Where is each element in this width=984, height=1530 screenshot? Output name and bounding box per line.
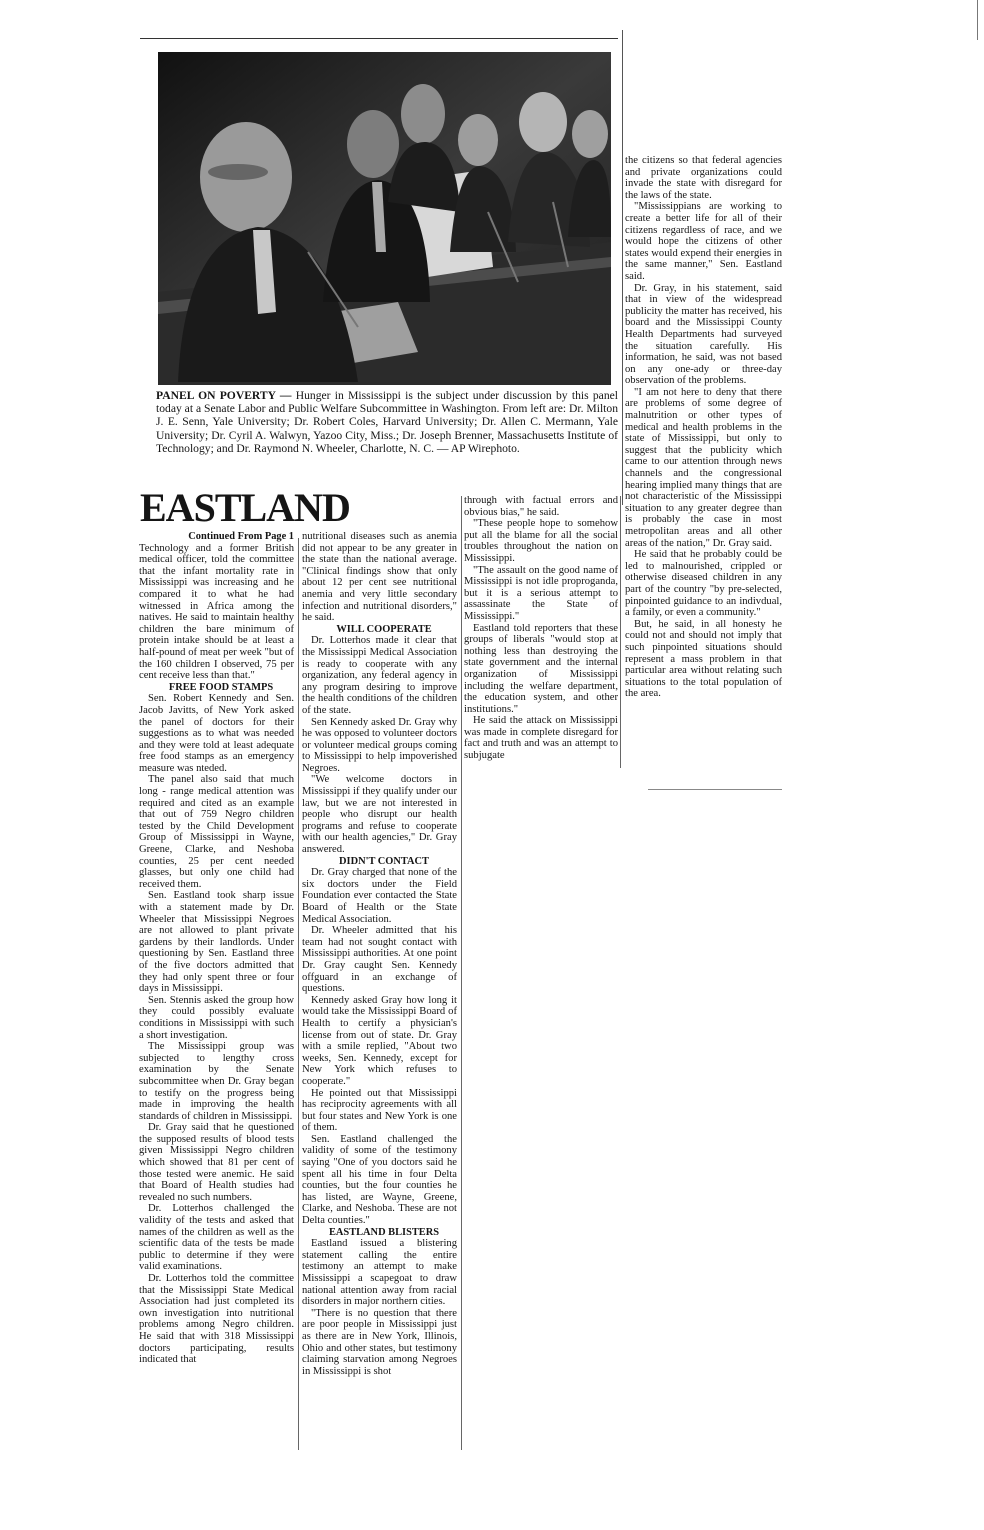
paragraph: Dr. Wheeler admitted that his team had not sought contact with Mississippi authorities. At one point Dr. Gray caught Sen. Kennedy offguard in an exchange of questions.	[302, 925, 457, 995]
paragraph: Sen. Robert Kennedy and Sen. Jacob Javitts, of New York asked the panel of doctors for their suggestions as to what was needed and they were told at least adequate free food stamps as an emergency measure was nteded.	[139, 693, 294, 774]
paragraph: Dr. Gray charged that none of the six doctors under the Field Foundation ever contacted the State Board of Health or the State Medical Association.	[302, 867, 457, 925]
paragraph: "These people hope to somehow put all the blame for all the social troubles throughout the nation on Mississippi.	[464, 518, 618, 564]
paragraph: Sen. Stennis asked the group how they could possibly evaluate conditions in Mississippi with such a short investigation.	[139, 994, 294, 1041]
article-column-1	[139, 531, 294, 1366]
paragraph: Kennedy asked Gray how long it would take the Mississippi Board of Health to certify a physician's license from out of state. Dr. Gray with a smile replied, "About two weeks, Sen. Kennedy, except for New York which refuses to cooperate."	[302, 994, 457, 1087]
top-rule	[140, 38, 618, 39]
paragraph: "We welcome doctors in Mississippi if they qualify under our law, but we are not interested in people who disrupt our health programs and refuse to cooperate with our health agencies," Dr. Gray answered.	[302, 774, 457, 856]
edge-rule	[977, 0, 978, 40]
article-column-2	[302, 531, 457, 1377]
column-rule-1	[298, 538, 299, 1450]
subhead-didnt-contact: DIDN'T CONTACT	[339, 855, 429, 867]
paragraph: Technology and a former British medical officer, told the committee that the infant mortality rate in Mississippi was increasing and he compared it to what he had witnessed in Africa among the natives. He said to maintain healthy children the bare minimum of protein intake should be at least a half-pound of meat per week "but of the 160 children I observed, 75 per cent receive less than that."	[139, 542, 294, 682]
paragraph: "Mississippians are working to create a better life for all of their citizens regardless of race, and we would hope the citizens of other states would expend their energies in the same manner," Sen. Eastland said.	[625, 201, 782, 282]
paragraph: The panel also said that much long - range medical attention was required and cited as an example that out of 759 Negro children tested by the Child Development Group of Mississippi in Wayne, Greene, Clarke, and Neshoba counties, 25 per cent needed glasses, but only one child had received them.	[139, 774, 294, 890]
paragraph: Eastland issued a blistering statement calling the entire testimony an attempt to make Mississippi a scapegoat to draw national attention away from racial disorders in major northern cities.	[302, 1238, 457, 1308]
article-column-4	[625, 155, 782, 700]
paragraph: the citizens so that federal agencies and private organizations could invade the state with disregard for the laws of the state.	[625, 155, 782, 201]
column-rule-3	[620, 496, 621, 768]
article-column-3	[464, 495, 618, 762]
subhead-eastland-blisters: EASTLAND BLISTERS	[328, 1226, 439, 1238]
caption-lead: PANEL ON POVERTY —	[156, 389, 292, 402]
paragraph: nutritional diseases such as anemia did not appear to be any greater in the state than the national average. "Clinical findings show that only about 12 per cent see nutritional anemia and very little secondary infection and nutritional disorders," he said.	[302, 531, 457, 624]
paragraph: But, he said, in all honesty he could not and should not imply that such pinpointed situations should represent a mass problem in that particular area without relating such situations to the total population of the area.	[625, 618, 782, 700]
paragraph: Dr. Lotterhos told the committee that the Mississippi State Medical Association had just completed its own investigation into nutritional problems among Negro children. He said that with 318 Mississippi doctors participating, results indicated that	[139, 1273, 294, 1366]
headline: EASTLAND	[140, 485, 350, 530]
paragraph: Dr. Gray said that he questioned the supposed results of blood tests given Mississippi Negro children which showed that 81 per cent of those tested were anemic. He said that Board of Health studies had revealed no such numbers.	[139, 1122, 294, 1203]
column-rule-2	[461, 496, 462, 1450]
paragraph: He pointed out that Mississippi has reciprocity agreements with all but four states and New York is one of them.	[302, 1087, 457, 1134]
paragraph: "There is no question that there are poor people in Mississippi just as there are in New York, Illinois, Ohio and other states, but testimony claiming starvation among Negroes in Mississippi is shot	[302, 1307, 457, 1377]
paragraph: Sen. Eastland took sharp issue with a statement made by Dr. Wheeler that Mississippi Negroes are not allowed to plant private gardens by their landlords. Under questioning by Sen. Eastland three of the five doctors admitted that they had only spent three or four days in Mississippi.	[139, 890, 294, 995]
caption-text: Hunger in Mississippi is the subject under discussion by this panel today at a Senate Labor and Public Welfare Subcommittee in Washington. From left are: Dr. Milton J. E. Senn, Yale University; Dr. Robert Coles, Harvard University; Dr. Allen C. Mermann, Yale University; Dr. Cyril A. Walwyn, Yazoo City, Miss.; Dr. Joseph Brenner, Massachusetts Institute of Technology; and Dr. Raymond N. Wheeler, Charlotte, N. C. — AP Wirephoto.	[156, 389, 618, 455]
paragraph: "The assault on the good name of Mississippi is not idle proproganda, but it is a serious attempt to assassinate the State of Mississippi."	[464, 564, 618, 622]
news-photo	[158, 52, 611, 385]
bottom-rule-col4	[648, 789, 782, 790]
paragraph: He said that he probably could be led to malnourished, crippled or otherwise diseased children in any part of the country "by pre-selected, pinpointed guidance to an indivdual, a family, or even a community."	[625, 549, 782, 619]
paragraph: The Mississippi group was subjected to lengthy cross examination by the Senate subcommittee when Dr. Gray began to testify on the progress being made in improving the health standards of children in Mississippi.	[139, 1041, 294, 1122]
subhead-will-cooperate: WILL COOPERATE	[336, 623, 432, 635]
paragraph: He said the attack on Mississippi was made in complete disregard for fact and truth and was an attempt to subjugate	[464, 715, 618, 762]
right-column-rule	[622, 30, 623, 505]
paragraph: Sen. Eastland challenged the validity of some of the testimony saying "One of you doctors said he spent all his time in four Delta counties, but the four counties he has listed, are Wayne, Greene, Clarke, and Neshoba. These are not Delta counties."	[302, 1133, 457, 1227]
paragraph: "I am not here to deny that there are problems of some degree of malnutrition or other types of medical and health problems in the state of Mississippi, but only to suggest that the publicity which came to our attention through news channels and the congressional hearing implied many things that are not characteristic of the Mississippi situation to any greater degree than is probably the case in most metropolitan areas and all other areas of the nation," Dr. Gray said.	[625, 386, 782, 549]
paragraph: Dr. Lotterhos challenged the validity of the tests and asked that names of the children as well as the scientific data of the tests be made public to determine if they were valid examinations.	[139, 1203, 294, 1273]
subhead-free-food-stamps: FREE FOOD STAMPS	[168, 681, 274, 693]
paragraph: Dr. Lotterhos made it clear that the Mississippi Medical Association is ready to cooperate with any organization, any federal agency in any program desiring to improve the health conditions of the children of the state.	[302, 635, 457, 716]
continued-from-label: Continued From Page 1	[188, 531, 294, 542]
panel-photo-illustration	[158, 52, 611, 385]
paragraph: Sen Kennedy asked Dr. Gray why he was opposed to volunteer doctors or volunteer medical groups coming to Mississippi to help impoverished Negroes.	[302, 716, 457, 774]
paragraph: Dr. Gray, in his statement, said that in view of the widespread publicity the matter has received, his board and the Mississippi County Health Departments had surveyed the situation carefully. His information, he said, was not based on any one-ady or three-day observation of the problems.	[625, 282, 782, 387]
paragraph: Eastland told reporters that these groups of liberals "would stop at nothing less than destroying the state government and the internal organization of Mississippi including the welfare department, the education system, and other institutions."	[464, 622, 618, 715]
paragraph: through with factual errors and obvious bias," he said.	[464, 495, 618, 518]
photo-caption	[156, 389, 618, 455]
